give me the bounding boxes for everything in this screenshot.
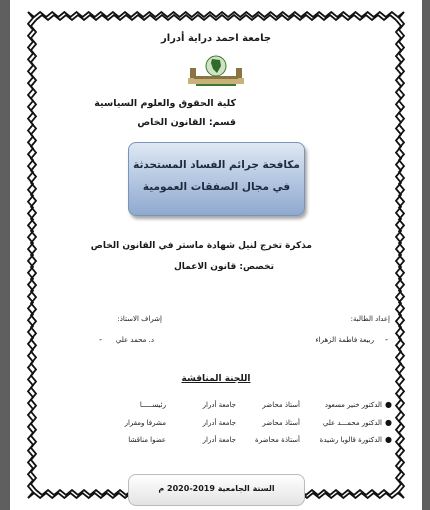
member-rank: أستاذ محاضر bbox=[262, 401, 300, 409]
member-role: رئيســـــا bbox=[139, 401, 166, 409]
member-rank: أستاذة محاضرة bbox=[255, 436, 300, 444]
university-name: جامعة احمد دراية أدرار bbox=[160, 33, 272, 44]
academic-year: السنة الجامعية 2019-2020 م bbox=[158, 484, 275, 493]
supervisor-dash: - bbox=[99, 335, 102, 344]
member-role: عضوا مناقشا bbox=[128, 436, 166, 444]
academic-year-box bbox=[128, 474, 305, 506]
thesis-title-line2: في مجال الصفقات العمومية bbox=[142, 181, 291, 193]
student-name: ربيعة فاطمة الزهراء bbox=[315, 336, 374, 344]
supervisor-label: إشراف الاستاذ: bbox=[117, 315, 162, 323]
university-logo bbox=[186, 52, 246, 88]
member-university: جامعة أدرار bbox=[202, 401, 236, 409]
member-university: جامعة أدرار bbox=[202, 419, 236, 427]
member-name: الدكتور خنير مسعود bbox=[324, 401, 382, 409]
department-name: قسم: القانون الخاص bbox=[137, 117, 236, 128]
supervisor-name: د. محمد علي bbox=[115, 336, 154, 344]
document-page bbox=[10, 0, 422, 510]
degree-statement: مذكرة تخرج لنيل شهادة ماستر في القانون الخاص bbox=[90, 241, 312, 251]
specialty: تخصص: قانون الاعمال bbox=[173, 262, 274, 272]
member-rank: أستاذ محاضر bbox=[262, 419, 300, 427]
member-role: مشرفا ومقرار bbox=[124, 419, 166, 427]
faculty-name: كلية الحقوق والعلوم السياسية bbox=[94, 98, 236, 109]
row-bullet: ● bbox=[385, 400, 392, 409]
member-name: الدكتورة قالوبا رشيدة bbox=[319, 436, 382, 444]
member-university: جامعة أدرار bbox=[202, 436, 236, 444]
student-dash: - bbox=[385, 335, 388, 344]
row-bullet: ● bbox=[385, 418, 392, 427]
row-bullet: ● bbox=[385, 435, 392, 444]
thesis-title-line1: مكافحة جرائم الفساد المستحدثة bbox=[133, 159, 300, 171]
committee-title: اللجنة المناقشة bbox=[181, 374, 251, 384]
thesis-title-box bbox=[128, 142, 305, 216]
prepared-by-label: إعداد الطالبة: bbox=[350, 315, 390, 323]
member-name: الدكتور محمـــد علي bbox=[322, 419, 382, 427]
